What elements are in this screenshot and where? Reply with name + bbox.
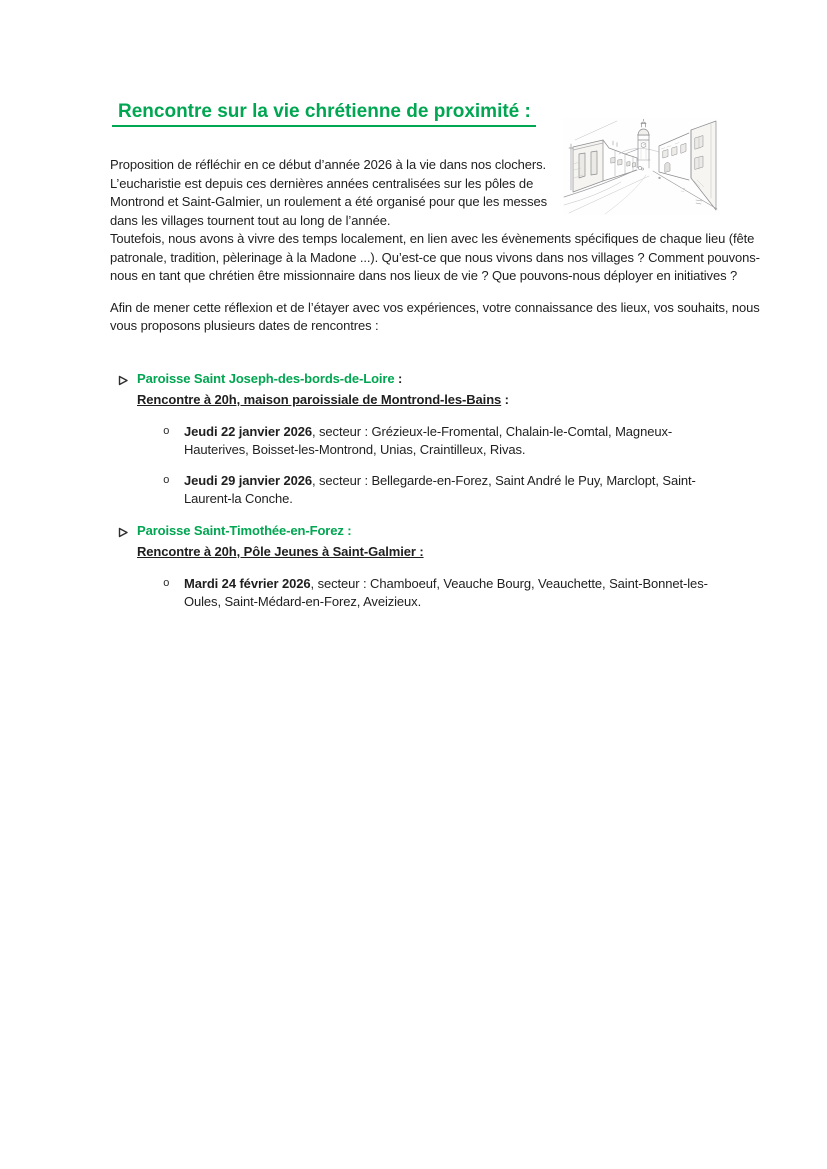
parish-heading-row: [118, 522, 774, 544]
date-entry: [184, 472, 722, 509]
date-label: Jeudi 22 janvier 2026: [184, 423, 312, 439]
venue-text: Rencontre à 20h, Pôle Jeunes à Saint-Galmier :: [137, 544, 424, 559]
parish-section-saint-joseph: [118, 370, 774, 509]
arrow-bullet-icon: [118, 522, 137, 544]
parish-name: Paroisse Saint-Timothée-en-Forez :: [137, 522, 352, 538]
circle-bullet-glyph: o: [163, 425, 170, 438]
date-entry: [184, 423, 722, 460]
parish-heading-row: [118, 370, 774, 392]
parish-heading: [137, 522, 352, 541]
date-details: , secteur : Grézieux-le-Fromental, Chalain-le-Comtal, Magneux-Hauterives, Boisset-les-Montrond, Unias, Craintilleux, Rivas.: [184, 423, 673, 457]
date-list: [163, 423, 774, 509]
venue-line: [137, 391, 774, 410]
page-title: Rencontre sur la vie chrétienne de proximité :: [112, 100, 536, 127]
paragraph-invitation: Afin de mener cette réflexion et de l’étayer avec vos expériences, votre connaissance des lieux, vos souhaits, nous vous proposons plusieurs dates de rencontres :: [110, 299, 760, 333]
circle-bullet-glyph: o: [163, 577, 170, 590]
date-entry: [184, 575, 722, 612]
parish-name: Paroisse Saint Joseph-des-bords-de-Loire: [137, 370, 395, 386]
date-details: , secteur : Chamboeuf, Veauche Bourg, Veauchette, Saint-Bonnet-les-Oules, Saint-Médard-en-Forez, Aveizieux.: [184, 575, 708, 609]
parish-colon: :: [394, 370, 403, 386]
document-body: [110, 96, 774, 612]
list-item-date: [163, 423, 774, 460]
arrow-bullet-icon: [118, 370, 137, 392]
paragraph-intro: Proposition de réfléchir en ce début d’année 2026 à la vie dans nos clochers. L’eucharistie est depuis ces dernières années centralisées sur les pôles de Montrond et Saint-Galmier, un roulement a été organisé pour que les messes dans les villages tournent tout au long de l’année.: [110, 157, 548, 228]
list-item-date: [163, 472, 774, 509]
date-list: [163, 575, 774, 612]
venue-line: [137, 543, 774, 562]
parish-section-saint-timothee: [118, 522, 774, 612]
date-label: Mardi 24 février 2026: [184, 575, 311, 591]
date-label: Jeudi 29 janvier 2026: [184, 472, 312, 488]
list-item-date: [163, 575, 774, 612]
parish-heading: [137, 370, 402, 389]
venue-text: Rencontre à 20h, maison paroissiale de Montrond-les-Bains: [137, 392, 502, 407]
venue-colon: :: [501, 392, 509, 407]
date-details: , secteur : Bellegarde-en-Forez, Saint André le Puy, Marclopt, Saint-Laurent-la Conche.: [184, 472, 696, 506]
paragraph-context: Toutefois, nous avons à vivre des temps localement, en lien avec les évènements spécifiques de chaque lieu (fête patronale, tradition, pèlerinage à la Madone ...). Qu’est-ce que nous vivons dans nos villages ? Comment pouvons-nous en tant que chrétien être missionnaire dans nos lieux de vie ? Que pouvons-nous déployer en initiatives ?: [110, 231, 760, 283]
circle-bullet-glyph: o: [163, 474, 170, 487]
